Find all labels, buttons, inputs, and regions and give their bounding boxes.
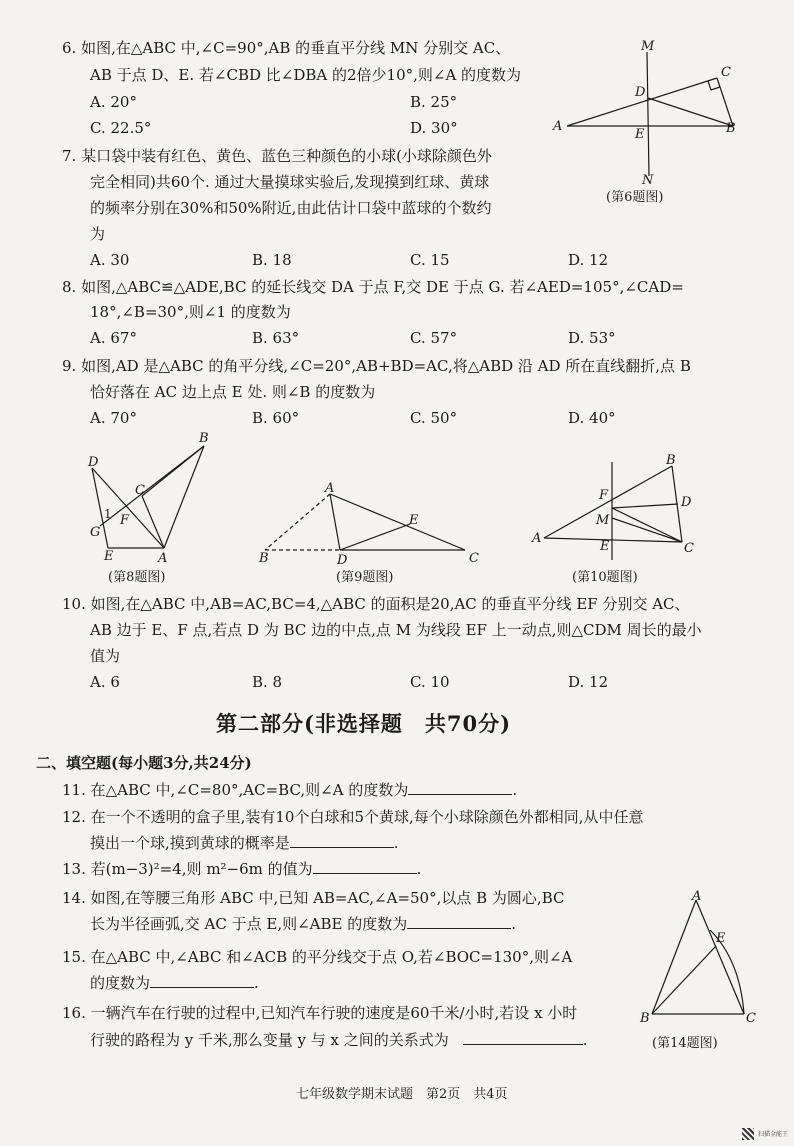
scanner-brand: 扫描全能王 — [758, 1131, 789, 1138]
q14-label-A: A — [692, 889, 702, 904]
q10-option-d: D. 12 — [568, 673, 609, 691]
q6-line2: AB 于点 D、E. 若∠CBD 比∠DBA 的2倍少10°,则∠A 的度数为 — [90, 66, 522, 84]
q6-line1: 6. 如图,在△ABC 中,∠C=90°,AB 的垂直平分线 MN 分别交 AC、 — [62, 39, 511, 57]
q13-text: 13. 若(m−3)²=4,则 m²−6m 的值为 . — [62, 860, 422, 878]
q8-option-a: A. 67° — [90, 329, 137, 347]
q10-line2: AB 边于 E、F 点,若点 D 为 BC 边的中点,点 M 为线段 EF 上一动点,则△CDM 周长的最小 — [90, 621, 702, 639]
page-footer: 七年级数学期末试题 第2页 共4页 — [296, 1087, 508, 1102]
part2-title: 第二部分(非选择题 共70分) — [216, 711, 512, 736]
q14-line1: 14. 如图,在等腰三角形 ABC 中,已知 AB=AC,∠A=50°,以点 B 为圆心,BC — [62, 889, 565, 907]
q12-line1: 12. 在一个不透明的盒子里,装有10个白球和5个黄球,每个小球除颜色外都相同,从中任意 — [62, 808, 644, 826]
q6-label-C: C — [721, 65, 731, 80]
q8-line2: 18°,∠B=30°,则∠1 的度数为 — [90, 303, 291, 321]
q6-option-b: B. 25° — [410, 93, 458, 111]
q7-option-b: B. 18 — [252, 251, 292, 269]
q10-option-c: C. 10 — [410, 673, 450, 691]
q10-line3: 值为 — [90, 647, 121, 665]
q14-figure — [640, 890, 770, 1025]
q8-label-C: C — [135, 483, 145, 498]
q8-option-c: C. 57° — [410, 329, 458, 347]
q11-answer-blank[interactable] — [408, 780, 512, 795]
q6-option-a: A. 20° — [90, 93, 137, 111]
q16-line2: 行驶的路程为 y 千米,那么变量 y 与 x 之间的关系式为 . — [90, 1031, 588, 1049]
q10-option-b: B. 8 — [252, 673, 283, 691]
q6-label-N: N — [642, 173, 654, 188]
q10-label-A: A — [532, 531, 542, 546]
q11-text: 11. 在△ABC 中,∠C=80°,AC=BC,则∠A 的度数为 . — [62, 781, 518, 799]
q9-option-c: C. 50° — [410, 409, 458, 427]
q15-answer-blank[interactable] — [150, 973, 254, 988]
q8-label-B: B — [199, 431, 209, 446]
q6-option-c: C. 22.5° — [90, 119, 152, 137]
q6-label-E: E — [635, 127, 645, 142]
q8-caption: (第8题图) — [108, 570, 166, 585]
q10-caption: (第10题图) — [572, 570, 638, 585]
q10-label-C: C — [684, 541, 694, 556]
q8-label-1: 1 — [104, 507, 112, 521]
q9-figure — [255, 478, 495, 568]
q14-line2: 长为半径画弧,交 AC 于点 E,则∠ABE 的度数为 . — [90, 915, 517, 933]
q16-answer-blank[interactable] — [463, 1030, 583, 1045]
q9-line1: 9. 如图,AD 是△ABC 的角平分线,∠C=20°,AB+BD=AC,将△ABD 沿 AD 所在直线翻折,点 B — [62, 357, 691, 375]
q16-line1: 16. 一辆汽车在行驶的过程中,已知汽车行驶的速度是60千米/小时,若设 x 小时 — [62, 1004, 578, 1022]
q7-option-d: D. 12 — [568, 251, 609, 269]
q10-option-a: A. 6 — [90, 673, 120, 691]
q10-label-B: B — [666, 453, 676, 468]
q10-label-M: M — [596, 513, 610, 528]
q9-option-b: B. 60° — [252, 409, 300, 427]
q10-line1: 10. 如图,在△ABC 中,AB=AC,BC=4,△ABC 的面积是20,AC 的垂直平分线 EF 分别交 AC、 — [62, 595, 690, 613]
q14-caption: (第14题图) — [652, 1036, 718, 1051]
q9-line2: 恰好落在 AC 边上点 E 处. 则∠B 的度数为 — [90, 383, 376, 401]
q14-label-B: B — [640, 1011, 650, 1026]
q12-answer-blank[interactable] — [290, 833, 394, 848]
q7-option-c: C. 15 — [410, 251, 450, 269]
q8-label-F: F — [120, 513, 130, 528]
q6-figure — [545, 38, 745, 208]
q6-label-A: A — [553, 119, 563, 134]
q7-line1: 7. 某口袋中装有红色、黄色、蓝色三种颜色的小球(小球除颜色外 — [62, 147, 492, 165]
q15-line2: 的度数为 . — [90, 974, 259, 992]
q8-option-d: D. 53° — [568, 329, 616, 347]
q8-line1: 8. 如图,△ABC≌△ADE,BC 的延长线交 DA 于点 F,交 DE 于点 G. 若∠AED=105°,∠CAD= — [62, 278, 684, 296]
q8-label-D: D — [88, 455, 99, 470]
q10-label-D: D — [681, 495, 692, 510]
q10-label-E: E — [600, 539, 610, 554]
q6-label-D: D — [635, 85, 646, 100]
q9-label-A: A — [325, 481, 335, 496]
q9-label-D: D — [337, 553, 348, 568]
q10-figure — [530, 452, 700, 562]
q15-line1: 15. 在△ABC 中,∠ABC 和∠ACB 的平分线交于点 O,若∠BOC=130°,则∠A — [62, 948, 573, 966]
q7-line3: 的频率分别在30%和50%附近,由此估计口袋中蓝球的个数约 — [90, 199, 492, 217]
q14-answer-blank[interactable] — [407, 914, 511, 929]
q14-label-E: E — [716, 931, 726, 946]
qr-code-icon — [742, 1128, 754, 1140]
q10-label-F: F — [599, 488, 609, 503]
q9-label-E: E — [409, 513, 419, 528]
q6-option-d: D. 30° — [410, 119, 458, 137]
q9-label-B: B — [259, 551, 269, 566]
q6-label-B: B — [726, 121, 736, 136]
q8-label-E: E — [104, 549, 114, 564]
q9-label-C: C — [469, 551, 479, 566]
q8-figure — [80, 428, 230, 568]
q8-option-b: B. 63° — [252, 329, 300, 347]
q9-option-a: A. 70° — [90, 409, 137, 427]
q12-line2: 摸出一个球,摸到黄球的概率是 . — [90, 834, 399, 852]
q14-label-C: C — [746, 1011, 756, 1026]
q9-caption: (第9题图) — [336, 570, 394, 585]
q9-option-d: D. 40° — [568, 409, 616, 427]
fill-in-heading: 二、填空题(每小题3分,共24分) — [36, 754, 252, 772]
q8-label-A: A — [158, 551, 168, 566]
q8-label-G: G — [90, 525, 101, 540]
q6-label-M: M — [641, 39, 655, 54]
q7-line2: 完全相同)共60个. 通过大量摸球实验后,发现摸到红球、黄球 — [90, 173, 490, 191]
q6-caption: (第6题图) — [606, 190, 664, 205]
q13-answer-blank[interactable] — [313, 859, 417, 874]
q7-line4: 为 — [90, 225, 106, 243]
q7-option-a: A. 30 — [90, 251, 130, 269]
